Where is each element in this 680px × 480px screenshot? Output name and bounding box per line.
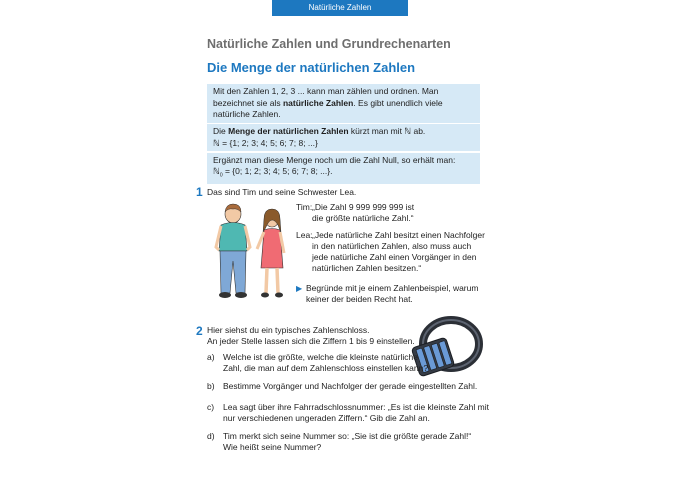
definition-text: Mit den Zahlen 1, 2, 3 ... kann man zählen und ordnen. Man bezeichnet sie als — [213, 86, 439, 108]
exercise-1-task — [296, 283, 516, 305]
set-term: Menge der natürlichen Zahlen — [228, 126, 349, 136]
exercise-2-a — [207, 352, 477, 374]
tim-lea-illustration — [212, 203, 294, 303]
task-line: keiner der beiden Recht hat. — [306, 294, 413, 304]
chapter-title: Natürliche Zahlen und Grundrechenarten — [207, 37, 451, 51]
task-label: a) — [207, 352, 215, 362]
task-label: c) — [207, 402, 215, 412]
triangle-bullet-icon: ▶ — [296, 284, 303, 293]
lea-quote-line: „Jede natürliche Zahl besitzt einen Nachfolger — [312, 230, 485, 240]
header-tab: Natürliche Zahlen — [272, 0, 408, 16]
tim-quote-line: „Die Zahl 9 999 999 999 ist — [312, 202, 415, 212]
set-n0 — [213, 166, 474, 182]
set-paragraph — [207, 124, 480, 151]
section-title: Die Menge der natürlichen Zahlen — [207, 60, 416, 75]
exercise-1-number: 1 — [196, 185, 203, 199]
lea-quote-line: in den natürlichen Zahlen, also muss auch — [312, 241, 472, 251]
lea-quote-line: natürlichen Zahlen besitzen.“ — [312, 263, 422, 273]
intro-line: Hier siehst du ein typisches Zahlenschloss. — [207, 325, 370, 335]
intro-line: An jeder Stelle lassen sich die Ziffern 1 bis 9 einstellen. — [207, 336, 415, 346]
task-line: nur verschiedenen ungeraden Ziffern.“ Gib die Zahl an. — [223, 413, 430, 423]
exercise-2-number: 2 — [196, 324, 203, 338]
task-line: Welche ist die größte, welche die kleinste natürliche — [223, 352, 418, 362]
exercise-2-intro — [207, 325, 415, 347]
task-line: Begründe mit je einem Zahlenbeispiel, warum — [306, 283, 479, 293]
tim-label: Tim: — [296, 202, 313, 212]
set-n0-values: = {0; 1; 2; 3; 4; 5; 6; 7; 8; ...}. — [222, 166, 333, 176]
set-zero-intro: Ergänzt man diese Menge noch um die Zahl Null, so erhält man: — [213, 154, 456, 165]
task-label: b) — [207, 381, 215, 391]
task-line: Bestimme Vorgänger und Nachfolger der gerade eingestellten Zahl. — [223, 381, 478, 391]
definition-paragraph — [207, 84, 480, 123]
tim-illustration — [216, 204, 250, 298]
task-line: Tim merkt sich seine Nummer so: „Sie ist die größte gerade Zahl!“ — [223, 431, 472, 441]
task-line: Wie heißt seine Nummer? — [223, 442, 322, 452]
exercise-2-d — [207, 431, 507, 453]
set-text: Die — [213, 126, 229, 136]
definition-text: . Es gibt unendlich viele natürliche Zahlen. — [213, 97, 443, 119]
task-line: Lea sagt über ihre Fahrradschlossnummer: „Es ist die kleinste Zahl mit — [223, 402, 489, 412]
exercise-2-c — [207, 402, 507, 424]
set-n0-subscript: 0 — [219, 172, 223, 179]
tim-statement — [296, 202, 516, 224]
task-line: Zahl, die man auf dem Zahlenschloss einstellen kann? — [223, 363, 429, 373]
lea-label: Lea: — [296, 230, 313, 240]
lea-quote-line: jede natürliche Zahl einen Vorgänger in den — [312, 252, 477, 262]
tim-quote-line: die größte natürliche Zahl.“ — [312, 213, 414, 223]
lea-illustration — [257, 209, 284, 298]
set-zero-paragraph — [207, 153, 480, 185]
definition-term: natürliche Zahlen — [282, 97, 354, 108]
set-text: kürzt man mit ℕ ab. — [348, 126, 426, 136]
lea-statement — [296, 230, 516, 274]
definition-box — [207, 84, 480, 186]
task-label: d) — [207, 431, 215, 441]
exercise-1-intro: Das sind Tim und seine Schwester Lea. — [207, 187, 357, 197]
exercise-2-b — [207, 381, 497, 392]
set-n: ℕ = {1; 2; 3; 4; 5; 6; 7; 8; ...} — [213, 137, 318, 148]
set-n0-symbol: ℕ — [213, 166, 220, 176]
